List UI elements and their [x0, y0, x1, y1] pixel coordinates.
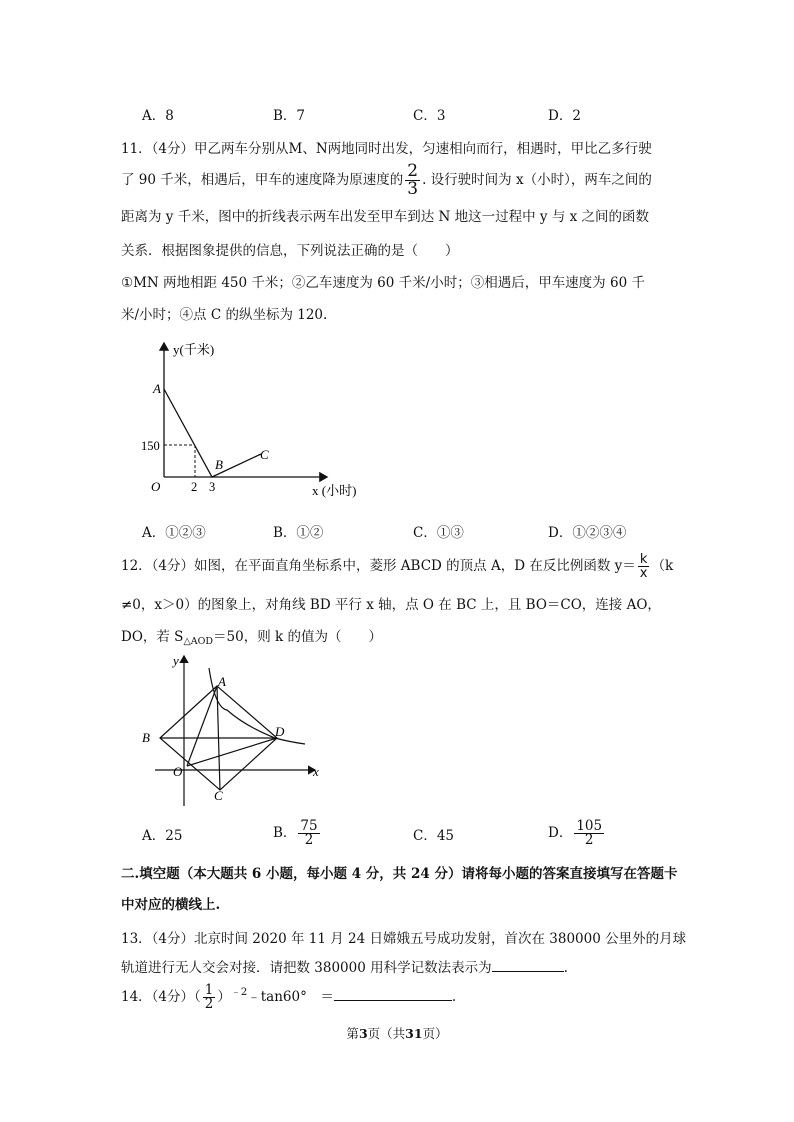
q11-line-6: 米/小时；④点 C 的纵坐标为 120. — [121, 307, 328, 323]
q12-option-d-den: 2 — [584, 832, 594, 848]
q11-line-2 — [121, 161, 652, 199]
q12-label-x: x — [313, 764, 319, 779]
q12-frac-num: k — [638, 553, 650, 567]
q11-frac-den: 3 — [407, 179, 419, 199]
q11-line-1: 11．（4分）甲乙两车分别从M、N两地同时出发，匀速相向而行，相遇时，甲比乙多行驶 — [121, 141, 652, 157]
q12-line-2: ≠0，x＞0）的图象上，对角线 BD 平行 x 轴，点 O 在 BC 上，且 BO＝CO，连接 AO， — [121, 597, 661, 613]
q12-fraction — [638, 553, 650, 580]
q13-end: . — [563, 960, 568, 976]
q14-exponent: ﹣2 — [230, 987, 248, 998]
q14-line — [121, 980, 456, 1014]
q12-label-b: B — [142, 730, 150, 745]
q12-frac-den: x — [639, 566, 648, 581]
q12-label-o: O — [173, 764, 183, 779]
q11-option-a: A．①②③ — [142, 525, 206, 541]
page-footer — [0, 1024, 794, 1042]
q11-origin: O — [151, 479, 161, 494]
q12-label-a: A — [218, 674, 226, 689]
q14-rest: ﹣tan60° ＝ — [247, 989, 334, 1005]
q11-line-4: 关系．根据图象提供的信息，下列说法正确的是（ ） — [121, 243, 459, 259]
q11-frac-num: 2 — [407, 161, 419, 181]
q12-line-3-sub: △AOD — [183, 636, 214, 647]
q12-line-1b: （k — [651, 558, 674, 574]
q11-line-2b: . 设行驶时间为 x（小时），两车之间的 — [422, 172, 652, 188]
q12-option-c: C．45 — [413, 828, 455, 844]
q11-line-2a: 了 90 千米，相遇后，甲车的速度降为原速度的 — [121, 172, 404, 188]
q11-x-label: x (小时) — [312, 483, 357, 498]
footer-mid: 页（共 — [367, 1026, 406, 1041]
q12-option-b — [273, 815, 322, 851]
q12-label-c: C — [214, 788, 223, 803]
q12-option-d — [548, 815, 606, 851]
q13-line-1: 13．（4分）北京时间 2020 年 11 月 24 日嫦娥五号成功发射，首次在 380000 公里外的月球 — [121, 931, 687, 947]
q12-option-d-num: 105 — [576, 817, 603, 834]
q10-option-d: D．2 — [548, 108, 581, 124]
q14-frac-num: 1 — [204, 981, 214, 998]
q14-prefix: 14．（4分）（ — [121, 989, 201, 1005]
q12-option-b-frac — [298, 817, 319, 848]
q12-line-3b: ＝50，则 k 的值为（ ） — [213, 629, 382, 645]
q12-line-3a: DO，若 S — [121, 629, 184, 645]
q12-line-3 — [121, 625, 382, 645]
q11-polyline — [164, 389, 261, 477]
q11-line-3: 距离为 y 千米，图中的折线表示两车出发至甲车到达 N 地这一过程中 y 与 x 之间的函数 — [121, 209, 650, 225]
q11-point-b: B — [215, 457, 223, 472]
q12-option-b-num: 75 — [300, 817, 318, 834]
q12-option-a: A．25 — [142, 828, 183, 844]
q12-figure — [135, 648, 335, 814]
q11-fraction — [405, 163, 420, 198]
q12-label-d: D — [275, 724, 285, 739]
q13-line-2-text: 轨道进行无人交会对接．请把数 380000 用科学记数法表示为 — [121, 960, 492, 976]
section2-line-1: 二.填空题（本大题共 6 小题，每小题 4 分，共 24 分）请将每小题的答案直接填写在答题卡 — [121, 866, 678, 882]
q12-segment-ao — [187, 686, 217, 766]
footer-total-pages: 31 — [405, 1026, 423, 1041]
q12-option-b-den: 2 — [304, 832, 314, 848]
q12-option-d-frac — [574, 817, 604, 848]
q12-line-1a: 12．（4分）如图，在平面直角坐标系中，菱形 ABCD 的顶点 A，D 在反比例函数 y＝ — [121, 558, 636, 574]
q14-fraction — [203, 981, 216, 1012]
q10-option-c: C．3 — [413, 108, 446, 124]
q14-frac-den: 2 — [204, 996, 214, 1012]
q11-option-b: B．①② — [273, 525, 324, 541]
q11-y-label: y(千米) — [173, 342, 215, 357]
q12-option-b-prefix: B． — [273, 825, 297, 841]
q11-option-d: D．①②③④ — [548, 525, 627, 541]
q12-line-1 — [121, 551, 673, 581]
q11-option-c: C．①③ — [413, 525, 464, 541]
q14-paren-close: ） — [217, 989, 231, 1005]
q13-answer-blank[interactable] — [492, 959, 564, 972]
footer-pre: 第 — [346, 1026, 359, 1041]
q14-end: . — [451, 989, 457, 1005]
q11-point-a: A — [153, 381, 161, 396]
q11-graph — [135, 335, 375, 505]
section2-line-2: 中对应的横线上. — [121, 897, 221, 913]
q11-point-c: C — [260, 447, 269, 462]
q12-segment-do — [187, 738, 277, 766]
q11-x-tick-2: 3 — [209, 480, 216, 494]
q10-option-a: A．8 — [142, 108, 174, 124]
footer-page-number: 3 — [358, 1026, 368, 1041]
footer-post: 页） — [422, 1026, 448, 1041]
q13-line-2 — [121, 956, 568, 976]
q12-label-y: y — [173, 653, 179, 668]
q14-answer-blank[interactable] — [334, 988, 452, 1001]
q11-y-tick: 150 — [141, 439, 160, 453]
q12-option-d-prefix: D． — [548, 825, 573, 841]
q11-x-tick-1: 2 — [191, 480, 198, 494]
q11-line-5: ①MN 两地相距 450 千米；②乙车速度为 60 千米/小时；③相遇后，甲车速度为 60 千 — [121, 275, 645, 291]
q10-option-b: B．7 — [273, 108, 306, 124]
